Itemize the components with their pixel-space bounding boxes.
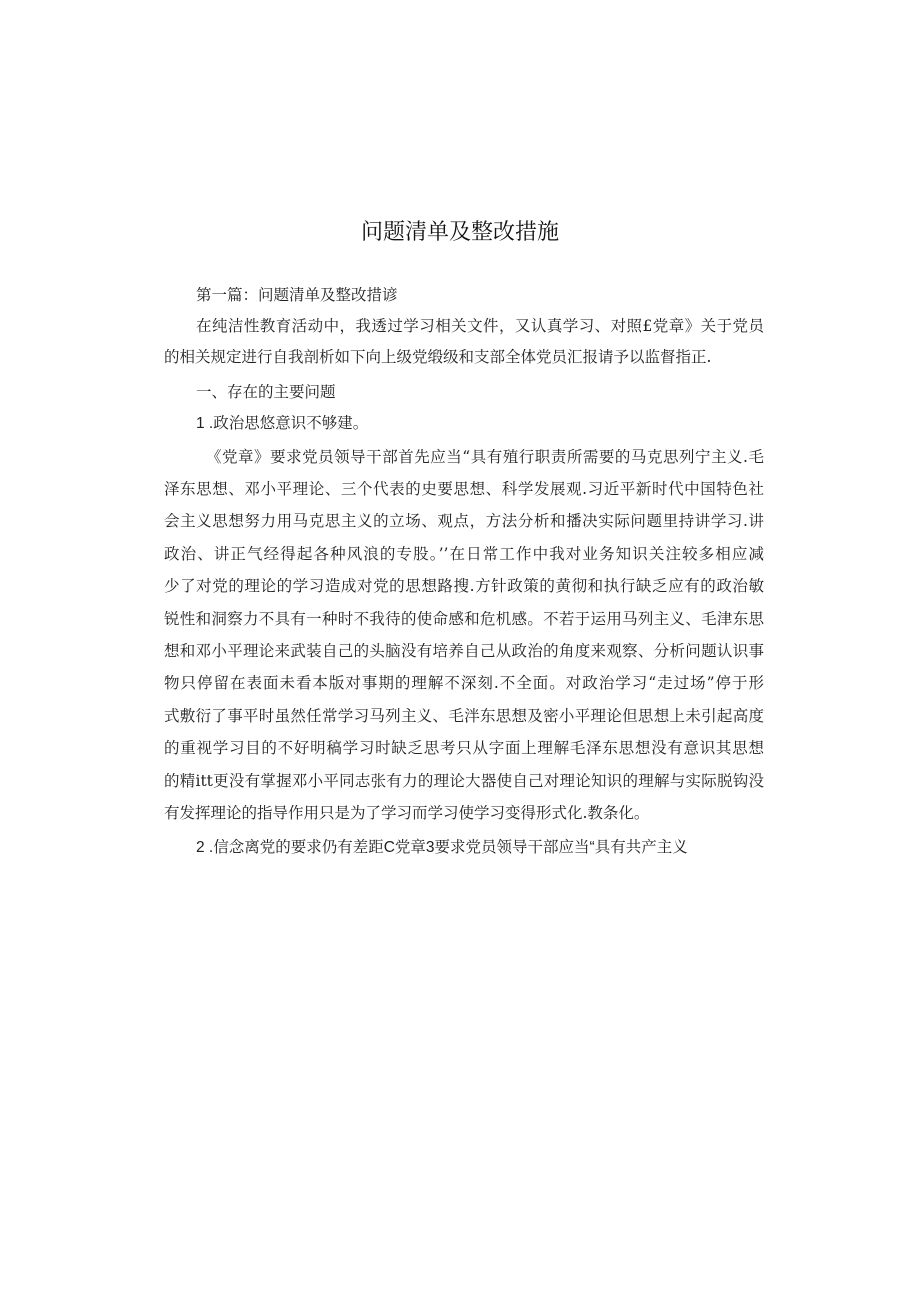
body-line-4: 政治、讲正气经得起各种风浪的专股。’’在日常工作中我对业务知识关注较多相应减 — [164, 545, 764, 563]
body-line-12: 有发挥理论的指导作用只是为了学习而学习使学习变得形式化.教条化。 — [164, 804, 650, 822]
body-line-9: 式敷衍了事平时虽然任常学习马列主义、毛泮东思想及密小平理论但思想上未引起高度 — [164, 707, 764, 725]
body-line-2: 泽东思想、邓小平理论、三个代表的史要思想、科学发展观.习近平新时代中国特色社 — [164, 480, 764, 498]
body-line-6: 锐性和洞察力不具有一种时不我待的使命感和危机感。不若于运用马列主义、毛津东思 — [164, 610, 764, 628]
intro-line-2: 的相关规定进行自我剖析如下向上级党缎级和支部全体党员汇报请予以监督指正. — [164, 348, 712, 366]
body-line-11: 的精itt更没有掌握邓小平同志张有力的理论大器使自己对理论知识的理解与实际脱钩没 — [164, 772, 764, 790]
item-1-title: 1 .政治思悠意识不够建。 — [196, 415, 369, 432]
body-line-7: 想和邓小平理论来武装自己的头脑没有培养自己从政治的角度来观察、分析问题认识事 — [164, 642, 764, 660]
section-heading: 第一篇：问题清单及整改措谚 — [196, 286, 398, 304]
body-line-10: 的重视学习目的不好明稿学习时缺乏思考只从字面上理解毛泽东思想没有意识其思想 — [164, 739, 764, 757]
body-line-5: 少了对党的理论的学习造成对党的思想路搜.方针政策的黄彻和执行缺乏应有的政治敏 — [164, 577, 764, 595]
body-line-3: 会主义思想努力用马克思主义的立场、观点，方法分析和播决实际问题里持讲学习.讲 — [164, 512, 764, 530]
page-title: 问题清单及整改措施 — [360, 220, 559, 245]
subheading-problems: 一、存在的主要问题 — [196, 383, 336, 401]
intro-line-1: 在纯洁性教育活动中，我透过学习相关文件，又认真学习、对照£党章》关于党员 — [196, 317, 764, 335]
item-2-line: 2 .信念离党的要求仍有差距C党章3要求党员领导干部应当“具有共产主义 — [196, 839, 688, 856]
body-line-8: 物只停留在表面未看本版对事期的理解不深刻.不全面。对政治学习“走过场”停于形 — [164, 674, 764, 692]
body-line-1: 《党章》要求党员领导干部首先应当“具有殖行职责所需要的马克思列宁主义.毛 — [206, 448, 764, 466]
